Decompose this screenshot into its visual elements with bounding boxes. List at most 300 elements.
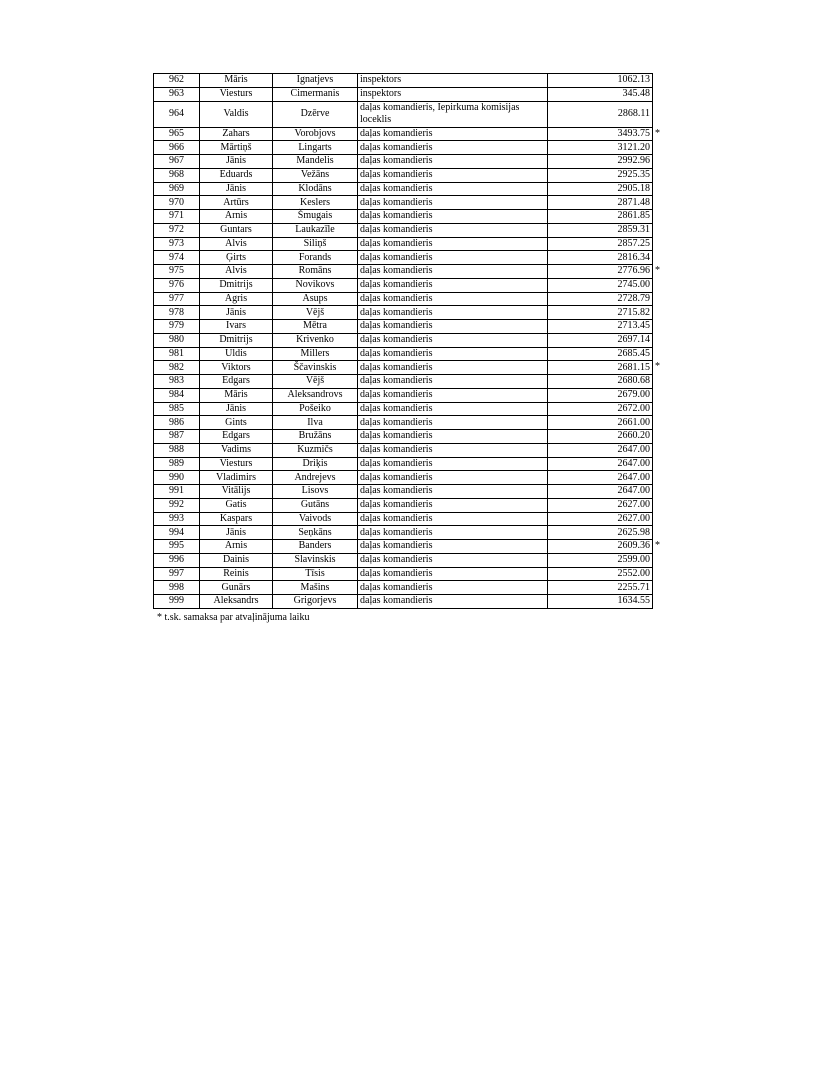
table-row [154,553,653,567]
last-name [273,168,358,182]
salary-amount [548,443,653,457]
row-number [154,127,200,141]
salary-amount [548,347,653,361]
last-name [273,471,358,485]
row-number-text: 993 [169,512,184,524]
position [358,101,548,127]
first-name-text: Jānis [226,306,246,318]
last-name [273,237,358,251]
first-name [200,127,273,141]
first-name-text: Jānis [226,526,246,538]
salary-amount [548,182,653,196]
position-text: daļas komandieris [360,416,433,428]
first-name [200,526,273,540]
last-name-text: Grigorjevs [293,595,337,607]
first-name [200,512,273,526]
position [358,306,548,320]
table-row [154,361,653,375]
salary-amount [548,498,653,512]
position-text: daļas komandieris [360,182,433,194]
footnote-marker: * [655,265,660,276]
first-name-text: Agris [224,292,248,304]
row-number [154,595,200,609]
row-number [154,581,200,595]
first-name-text: Ivars [226,320,246,332]
position [358,581,548,595]
position [358,127,548,141]
row-number-text: 968 [169,169,184,181]
table-row [154,375,653,389]
first-name-text: Uldis [225,347,247,359]
last-name-text: Lingarts [298,141,332,153]
last-name-text: Seņkāns [298,526,332,538]
position-text: daļas komandieris [360,389,433,401]
first-name [200,443,273,457]
first-name [200,210,273,224]
last-name-text: Andrejevs [294,471,336,483]
position [358,375,548,389]
table-row [154,388,653,402]
last-name [273,127,358,141]
last-name [273,567,358,581]
row-number-text: 988 [169,444,184,456]
first-name-text: Alvis [225,265,247,277]
salary-amount-text: 2660.20 [617,430,650,442]
last-name-text: Novikovs [295,279,335,291]
salary-amount-text: 2627.00 [617,512,650,524]
row-number-text: 974 [169,251,184,263]
first-name [200,471,273,485]
row-number [154,87,200,101]
salary-amount [548,430,653,444]
last-name [273,101,358,127]
salary-amount [548,526,653,540]
salary-amount-text: 2871.48 [617,196,650,208]
position [358,155,548,169]
position [358,168,548,182]
row-number [154,512,200,526]
first-name-text: Viktors [221,361,251,373]
first-name [200,155,273,169]
position-text: daļas komandieris [360,471,433,483]
row-number [154,375,200,389]
first-name-text: Reinis [223,567,249,579]
table-row [154,333,653,347]
position-text: daļas komandieris [360,265,433,277]
salary-amount-text: 2679.00 [617,389,650,401]
first-name [200,498,273,512]
row-number-text: 972 [169,224,184,236]
row-number-text: 962 [169,74,184,86]
first-name [200,416,273,430]
table-row [154,127,653,141]
position-text: daļas komandieris [360,375,433,387]
last-name [273,74,358,88]
salary-amount-text: 2672.00 [617,402,650,414]
table-row [154,498,653,512]
last-name-text: Romāns [298,265,332,277]
table-row [154,402,653,416]
row-number-text: 977 [169,292,184,304]
table-row [154,182,653,196]
row-number-text: 992 [169,499,184,511]
last-name-text: Klodāns [298,182,332,194]
last-name [273,526,358,540]
first-name-text: Vladimirs [216,471,256,483]
last-name-text: Laukazīle [295,224,335,236]
table-row [154,540,653,554]
position-text: daļas komandieris [360,306,433,318]
salary-amount [548,567,653,581]
position [358,223,548,237]
last-name [273,388,358,402]
first-name-text: Edgars [222,430,250,442]
first-name-text: Arnis [224,540,248,552]
row-number-text: 964 [169,108,184,119]
table-row [154,74,653,88]
salary-amount-text: 2816.34 [617,251,650,263]
row-number [154,182,200,196]
salary-amount-text: 2625.98 [617,526,650,538]
row-number-text: 975 [169,265,184,277]
position-text: daļas komandieris [360,320,433,332]
first-name [200,485,273,499]
position [358,526,548,540]
last-name-text: Mandelis [296,155,334,167]
position [358,498,548,512]
last-name [273,223,358,237]
salary-amount-text: 2925.35 [617,169,650,181]
last-name-text: Siliņš [303,237,327,249]
salary-amount-text: 2697.14 [617,334,650,346]
position [358,540,548,554]
salary-amount [548,388,653,402]
salary-amount [548,402,653,416]
salary-amount-text: 2661.00 [617,416,650,428]
table-row [154,347,653,361]
position-text: inspektors [360,88,402,100]
first-name-text: Vadims [221,444,251,456]
position [358,443,548,457]
salary-amount [548,416,653,430]
last-name [273,375,358,389]
last-name [273,553,358,567]
row-number [154,210,200,224]
last-name [273,182,358,196]
last-name-text: Šmugais [297,210,333,222]
last-name [273,416,358,430]
first-name-text: Vitālijs [221,485,251,497]
first-name-text: Mārtiņš [220,141,252,153]
row-number [154,526,200,540]
first-name-text: Kaspars [219,512,253,524]
table-row [154,196,653,210]
last-name [273,155,358,169]
first-name [200,223,273,237]
row-number [154,251,200,265]
row-number [154,361,200,375]
position [358,512,548,526]
salary-amount [548,223,653,237]
row-number-text: 996 [169,554,184,566]
position [358,237,548,251]
row-number-text: 982 [169,361,184,373]
salary-amount-text: 1062.13 [617,74,650,86]
first-name [200,430,273,444]
position-text: daļas komandieris [360,567,433,579]
last-name-text: Asups [302,292,328,304]
last-name-text: Lisovs [301,485,329,497]
salary-amount-text: 345.48 [622,88,650,100]
table-row [154,251,653,265]
position-text: daļas komandieris [360,279,433,291]
position [358,553,548,567]
table-row [154,141,653,155]
row-number-text: 971 [169,210,184,222]
salary-amount-text: 2627.00 [617,499,650,511]
salary-amount-text: 2647.00 [617,471,650,483]
salary-amount [548,127,660,141]
table-row [154,457,653,471]
row-number [154,237,200,251]
row-number-text: 998 [169,581,184,593]
last-name [273,457,358,471]
table-row [154,223,653,237]
position-text: daļas komandieris [360,292,433,304]
row-number-text: 989 [169,457,184,469]
row-number-text: 973 [169,237,184,249]
first-name [200,553,273,567]
salary-amount [548,485,653,499]
position-text: daļas komandieris [360,155,433,167]
first-name [200,347,273,361]
first-name-text: Eduards [219,169,253,181]
last-name-text: Banders [298,540,332,552]
row-number [154,553,200,567]
position-text: daļas komandieris [360,251,433,263]
first-name-text: Edgars [222,375,250,387]
last-name-text: Vējš [305,375,325,387]
position [358,87,548,101]
last-name [273,196,358,210]
last-name-text: Gutāns [300,499,330,511]
salary-amount [548,375,653,389]
position-text: daļas komandieris [360,554,433,566]
first-name [200,540,273,554]
last-name-text: Keslers [300,196,330,208]
footnote-marker: * [655,540,660,551]
position-text: daļas komandieris [360,141,433,153]
position-text: daļas komandieris [360,526,433,538]
footnote-marker: * [655,361,660,373]
table-row [154,526,653,540]
position [358,402,548,416]
row-number-text: 976 [169,279,184,291]
salary-amount [548,237,653,251]
first-name [200,361,273,375]
position-text: daļas komandieris [360,499,433,511]
table-row [154,265,653,279]
salary-amount [548,306,653,320]
last-name-text: Ščavinskis [293,361,337,373]
salary-amount-text: 2552.00 [617,567,650,579]
last-name [273,498,358,512]
last-name-text: Ilva [307,416,323,428]
last-name-text: Bružāns [298,430,332,442]
salary-amount [548,320,653,334]
row-number [154,223,200,237]
footnote: * t.sk. samaksa par atvaļinājuma laiku [157,612,310,623]
salary-amount [548,101,653,127]
position-text: daļas komandieris [360,485,433,497]
last-name [273,361,358,375]
salary-amount-text: 2647.00 [617,457,650,469]
last-name [273,402,358,416]
first-name-text: Gunārs [221,581,251,593]
row-number-text: 967 [169,155,184,167]
salary-amount-text: 2255.71 [617,581,650,593]
position-text: daļas komandieris [360,512,433,524]
first-name [200,581,273,595]
first-name [200,375,273,389]
last-name [273,87,358,101]
first-name [200,402,273,416]
salary-amount [548,87,653,101]
first-name [200,196,273,210]
salary-amount [548,512,653,526]
position-text: inspektors [360,74,402,86]
first-name [200,87,273,101]
first-name [200,567,273,581]
last-name [273,141,358,155]
last-name [273,333,358,347]
position [358,347,548,361]
row-number [154,347,200,361]
position-text: daļas komandieris [360,444,433,456]
salary-amount-text: 2859.31 [617,224,650,236]
first-name-text: Gints [225,416,247,428]
row-number [154,457,200,471]
salary-amount-text: 2680.68 [617,375,650,387]
salary-table [153,73,660,609]
row-number [154,567,200,581]
salary-amount [548,265,660,279]
first-name-text: Dmitrijs [219,334,253,346]
row-number-text: 986 [169,416,184,428]
row-number [154,333,200,347]
row-number [154,443,200,457]
table-row [154,595,653,609]
table-row [154,101,653,127]
position-text: daļas komandieris [360,457,433,469]
salary-amount-text: 2992.96 [617,155,650,167]
first-name [200,595,273,609]
last-name [273,347,358,361]
salary-amount [548,292,653,306]
last-name [273,320,358,334]
last-name-text: Driķis [302,457,328,469]
salary-amount [548,540,660,554]
first-name [200,101,273,127]
row-number-text: 994 [169,526,184,538]
table-row [154,237,653,251]
row-number [154,278,200,292]
position [358,292,548,306]
first-name [200,292,273,306]
table-row [154,471,653,485]
position [358,471,548,485]
first-name-text: Alvis [225,237,247,249]
position [358,416,548,430]
row-number [154,196,200,210]
row-number [154,292,200,306]
salary-amount-text: 1634.55 [617,595,650,607]
position [358,333,548,347]
row-number [154,416,200,430]
salary-amount-text: 2745.00 [617,279,650,291]
first-name-text: Arnis [224,210,248,222]
salary-amount [548,471,653,485]
first-name-text: Guntars [220,224,252,236]
first-name [200,168,273,182]
salary-amount [548,141,653,155]
salary-amount [548,155,653,169]
position [358,278,548,292]
position-text: daļas komandieris [360,581,433,593]
last-name [273,485,358,499]
last-name [273,443,358,457]
salary-amount-text: 2715.82 [617,306,650,318]
last-name [273,210,358,224]
last-name-text: Slavinskis [294,554,336,566]
salary-amount-text: 2905.18 [617,182,650,194]
table-row [154,292,653,306]
position-text: daļas komandieris [360,127,433,139]
position [358,430,548,444]
table-row [154,155,653,169]
last-name [273,251,358,265]
salary-amount [548,278,653,292]
salary-amount [548,361,660,375]
row-number-text: 979 [169,320,184,332]
last-name-text: Aleksandrovs [287,389,343,401]
salary-amount-text: 2599.00 [617,554,650,566]
position [358,74,548,88]
first-name-text: Zahars [222,127,250,139]
row-number-text: 984 [169,389,184,401]
first-name-text: Dmitrijs [219,279,253,291]
last-name-text: Mētra [303,320,327,332]
position [358,485,548,499]
position-text: daļas komandieris [360,361,433,373]
first-name-text: Jānis [226,402,246,414]
first-name [200,141,273,155]
table-row [154,485,653,499]
first-name-text: Dainis [222,554,250,566]
position [358,361,548,375]
table-row [154,443,653,457]
salary-amount-text: 2857.25 [617,237,650,249]
salary-table-body [154,74,660,609]
salary-amount [548,581,653,595]
row-number [154,485,200,499]
row-number [154,265,200,279]
first-name [200,182,273,196]
last-name-text: Ignatjevs [296,74,334,86]
last-name [273,540,358,554]
position [358,210,548,224]
position-text: daļas komandieris, Iepirkuma komisijas loceklis [360,102,520,125]
